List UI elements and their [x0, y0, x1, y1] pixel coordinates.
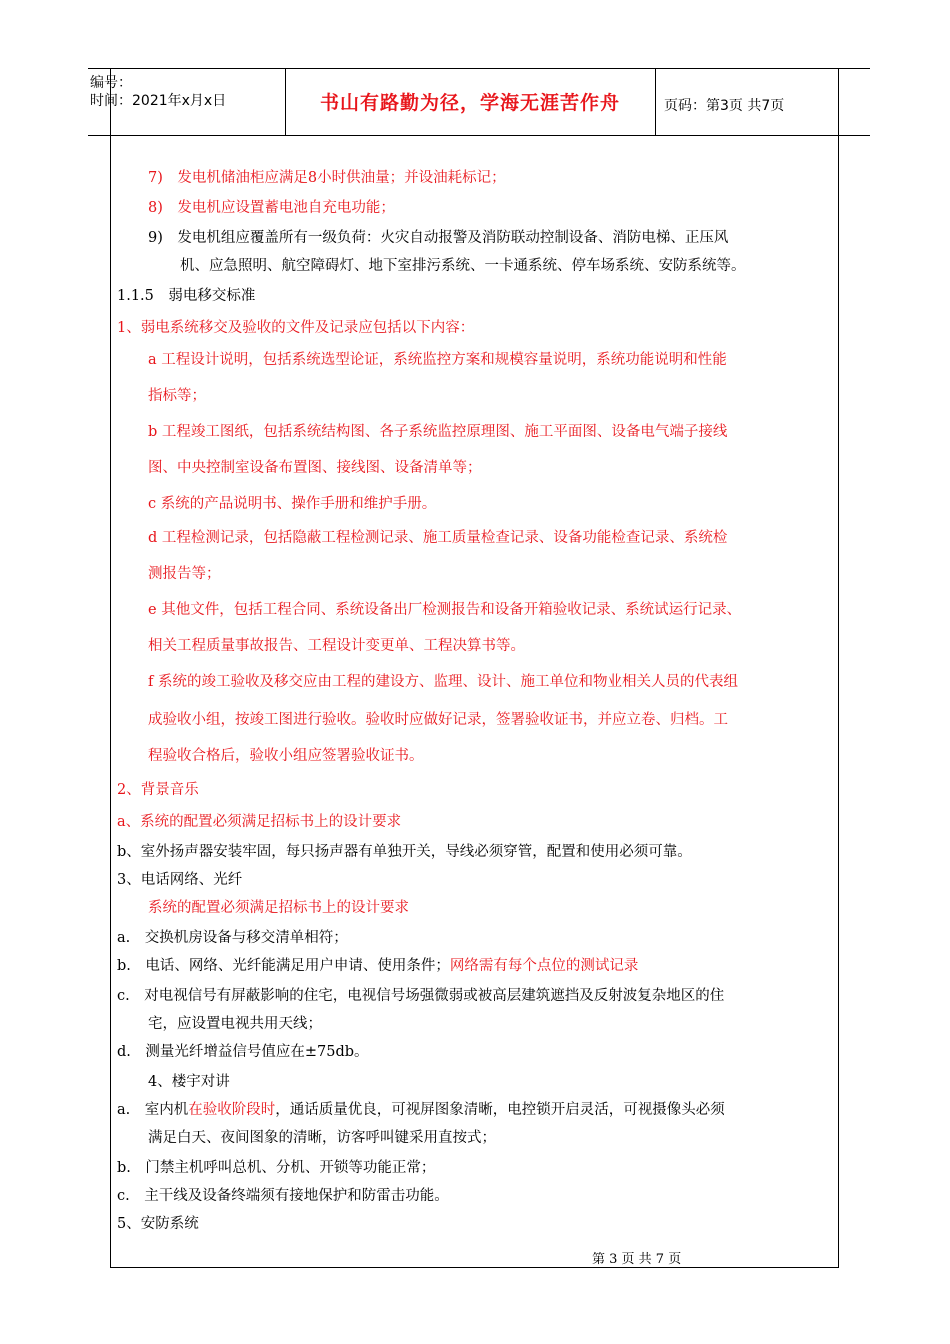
item-e: e 其他文件，包括工程合同、系统设备出厂检测报告和设备开箱验收记录、系统试运行记录、 [148, 602, 742, 618]
item-b-cont: 图、中央控制室设备布置图、接线图、设备清单等； [148, 460, 482, 476]
item-8: 8) 发电机应设置蓄电池自充电功能； [148, 200, 395, 216]
phone-item-c: c. 对电视信号有屏蔽影响的住宅，电视信号场强微弱或被高层建筑遮挡及反射波复杂地区的住 [117, 988, 725, 1004]
intercom-item-a-highlight: 在验收阶段时 [188, 1102, 276, 1118]
item-d-cont: 测报告等； [148, 566, 221, 582]
doc-number-label: 编号： [90, 75, 132, 91]
header-divider-2 [655, 68, 656, 135]
header-divider-left [110, 68, 111, 1268]
phone-item-b-text: b. 电话、网络、光纤能满足用户申请、使用条件； [117, 958, 450, 974]
item-d: d 工程检测记录，包括隐蔽工程检测记录、施工质量检查记录、设备功能检查记录、系统检 [148, 530, 728, 546]
header-bottom-rule [88, 135, 870, 136]
intercom-item-c: c. 主干线及设备终端须有接地保护和防雷击功能。 [117, 1188, 449, 1204]
section-5-heading: 5、安防系统 [117, 1216, 199, 1232]
intercom-item-a-rest: ，通话质量优良，可视屏图象清晰，电控锁开启灵活，可视摄像头必须 [275, 1102, 725, 1118]
intercom-item-a-lead: a. 室内机 [117, 1102, 189, 1118]
header-top-rule [88, 68, 870, 69]
section-1-heading: 1、弱电系统移交及验收的文件及记录应包括以下内容： [117, 320, 475, 336]
item-e-cont: 相关工程质量事故报告、工程设计变更单、工程决算书等。 [148, 638, 525, 654]
intercom-item-a-cont: 满足白天、夜间图象的清晰，访客呼叫键采用直按式； [148, 1130, 496, 1146]
page-footer: 第 3 页 共 7 页 [592, 1252, 682, 1267]
music-item-b: b、室外扬声器安装牢固，每只扬声器有单独开关，导线必须穿管，配置和使用必须可靠。 [117, 844, 692, 860]
page-indicator: 页码：第3页 共7页 [664, 98, 785, 114]
item-a: a 工程设计说明，包括系统选型论证，系统监控方案和规模容量说明，系统功能说明和性能 [148, 352, 727, 368]
item-f: f 系统的竣工验收及移交应由工程的建设方、监理、设计、施工单位和物业相关人员的代表组 [148, 674, 738, 690]
intercom-item-b: b. 门禁主机呼叫总机、分机、开锁等功能正常； [117, 1160, 436, 1176]
phone-requirement: 系统的配置必须满足招标书上的设计要求 [148, 900, 409, 916]
section-heading-1-1-5: 1.1.5 弱电移交标准 [117, 288, 256, 304]
section-4-heading: 4、楼宇对讲 [148, 1074, 230, 1090]
header-motto: 书山有路勤为径，学海无涯苦作舟 [319, 92, 620, 114]
section-2-heading: 2、背景音乐 [117, 782, 199, 798]
item-9: 9) 发电机组应覆盖所有一级负荷：火灾自动报警及消防联动控制设备、消防电梯、正压风 [148, 230, 729, 246]
item-a-cont: 指标等； [148, 388, 206, 404]
time-label: 时间：2021年x月x日 [90, 93, 227, 109]
phone-item-b-note: 网络需有每个点位的测试记录 [449, 958, 639, 974]
phone-item-a: a. 交换机房设备与移交清单相符； [117, 930, 348, 946]
page-bottom-rule [110, 1267, 838, 1268]
phone-item-c-cont: 宅，应设置电视共用天线； [148, 1016, 322, 1032]
item-7: 7) 发电机储油柜应满足8小时供油量；并设油耗标记； [148, 170, 506, 186]
phone-item-d: d. 测量光纤增益信号值应在±75db。 [117, 1044, 369, 1060]
section-3-heading: 3、电话网络、光纤 [117, 872, 243, 888]
header-divider-right [838, 68, 839, 1268]
item-9-cont: 机、应急照明、航空障碍灯、地下室排污系统、一卡通系统、停车场系统、安防系统等。 [180, 258, 746, 274]
phone-item-b [117, 956, 638, 976]
music-item-a: a、系统的配置必须满足招标书上的设计要求 [117, 814, 402, 830]
item-b: b 工程竣工图纸，包括系统结构图、各子系统监控原理图、施工平面图、设备电气端子接线 [148, 424, 728, 440]
item-c: c 系统的产品说明书、操作手册和维护手册。 [148, 496, 437, 512]
intercom-item-a [117, 1100, 725, 1120]
item-f-cont-2: 程验收合格后，验收小组应签署验收证书。 [148, 748, 424, 764]
item-f-cont-1: 成验收小组，按竣工图进行验收。验收时应做好记录，签署验收证书，并应立卷、归档。工 [148, 712, 728, 728]
